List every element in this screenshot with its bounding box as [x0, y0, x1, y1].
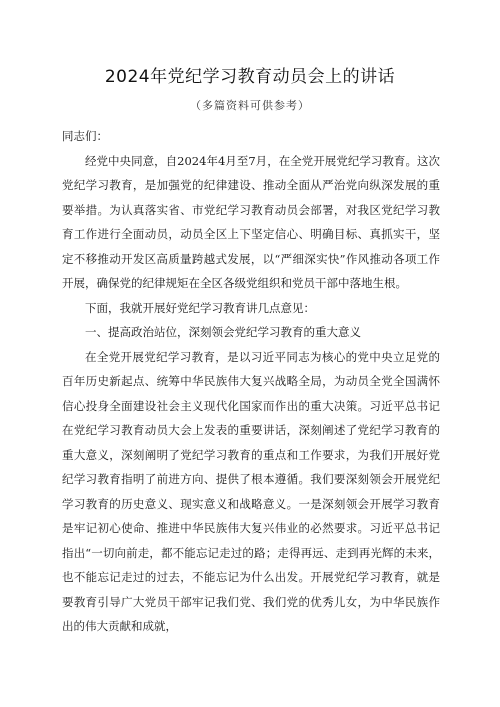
salutation: 同志们：: [62, 129, 108, 143]
document-body: [62, 124, 440, 639]
document-title: 2024年党纪学习教育动员会上的讲话: [104, 67, 396, 87]
document-subtitle: （多篇资料可供参考）: [190, 99, 310, 112]
paragraph-transition: 下面，我就开展好党纪学习教育讲几点意见：: [85, 300, 315, 315]
paragraph-intro: 经党中央同意，自2024年4月至7月，在全党开展党纪学习教育。这次党纪学习教育，是加强党的纪律建设、推动全面从严治党向纵深发展的重要举措。为认真落实省、市党纪学习教育动员会部署，对我区党纪学习教育工作进行全面动员，动员全区上下坚定信心、明确目标、真抓实干，坚定不移推动开发区高质量跨越式发展，以“严细深实快”作风推动各项工作开展，确保党的纪律规矩在全区各级党组织和党员干部中落地生根。: [62, 153, 440, 290]
section-heading-1: 一、提高政治站位，深刻领会党纪学习教育的重大意义: [85, 325, 361, 339]
paragraph-section-1: 在全党开展党纪学习教育，是以习近平同志为核心的党中央立足党的百年历史新起点、统筹中华民族伟大复兴战略全局，为动员全党全国满怀信心投身全面建设社会主义现代化国家而作出的重大决策。习近平总书记在党纪学习教育动员大会上发表的重要讲话，深刻阐述了党纪学习教育的重大意义，深刻阐明了党纪学习教育的重点和工作要求，为我们开展好党纪学习教育指明了前进方向、提供了根本遵循。我们要深刻领会开展党纪学习教育的历史意义、现实意义和战略意义。一是深刻领会开展学习教育是牢记初心使命、推进中华民族伟大复兴伟业的必然要求。习近平总书记指出“一切向前走，都不能忘记走过的路；走得再远、走到再光辉的未来，也不能忘记走过的过去，不能忘记为什么出发。开展党纪学习教育，就是要教育引导广大党员干部牢记我们党、我们党的优秀儿女，为中华民族作出的伟大贡献和成就，: [62, 349, 440, 633]
